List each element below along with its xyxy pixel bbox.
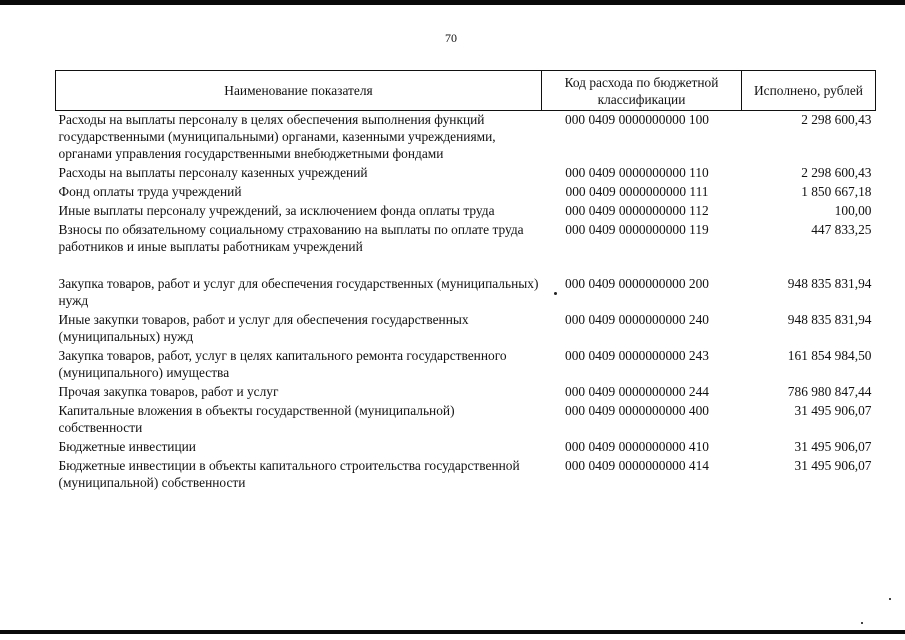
- row-code: 000 0409 0000000000 200: [565, 276, 709, 291]
- row-name: Расходы на выплаты персоналу в целях обеспечения выполнения функций государственными (муниципальными) органами, казенными учреждениями, органами управления государственными внебюджетными фондами: [58, 112, 496, 161]
- table-row: [56, 311, 876, 347]
- scan-dot-mark: [554, 292, 557, 295]
- row-code: 000 0409 0000000000 100: [565, 112, 709, 127]
- row-amount: 31 495 906,07: [794, 458, 872, 473]
- row-code: 000 0409 0000000000 400: [565, 403, 709, 418]
- row-amount: 2 298 600,43: [801, 112, 872, 127]
- row-amount: 948 835 831,94: [787, 276, 872, 291]
- table-row: [56, 402, 876, 438]
- table-row: [56, 221, 876, 275]
- row-name: Бюджетные инвестиции: [58, 439, 196, 454]
- budget-execution-table: [55, 70, 876, 493]
- row-amount: 2 298 600,43: [801, 165, 872, 180]
- row-name: Закупка товаров, работ и услуг для обеспечения государственных (муниципальных) нужд: [58, 276, 539, 308]
- row-name: Капитальные вложения в объекты государственной (муниципальной) собственности: [58, 403, 455, 435]
- scan-top-border: [0, 0, 905, 5]
- row-amount: 948 835 831,94: [787, 312, 872, 327]
- row-code: 000 0409 0000000000 119: [565, 222, 709, 237]
- row-name: Бюджетные инвестиции в объекты капитального строительства государственной (муниципальной) собственности: [58, 458, 520, 490]
- table-row: [56, 111, 876, 165]
- row-code: 000 0409 0000000000 243: [565, 348, 709, 363]
- row-code: 000 0409 0000000000 240: [565, 312, 709, 327]
- row-code: 000 0409 0000000000 414: [565, 458, 709, 473]
- row-name: Иные выплаты персоналу учреждений, за исключением фонда оплаты труда: [58, 203, 495, 218]
- row-amount: 447 833,25: [811, 222, 872, 237]
- row-amount: 786 980 847,44: [787, 384, 872, 399]
- header-budget-code: Код расхода по бюджетной классификации: [542, 71, 742, 111]
- row-code: 000 0409 0000000000 244: [565, 384, 709, 399]
- row-amount: 161 854 984,50: [787, 348, 872, 363]
- table-row: [56, 457, 876, 493]
- row-name: Прочая закупка товаров, работ и услуг: [58, 384, 279, 399]
- table-row: [56, 164, 876, 183]
- scan-speck: [889, 598, 891, 600]
- row-code: 000 0409 0000000000 112: [565, 203, 709, 218]
- row-name: Взносы по обязательному социальному страхованию на выплаты по оплате труда работников и иные выплаты работникам учреждений: [58, 222, 524, 254]
- table-row: [56, 275, 876, 311]
- row-code: 000 0409 0000000000 110: [565, 165, 709, 180]
- row-amount: 31 495 906,07: [794, 403, 872, 418]
- row-name: Иные закупки товаров, работ и услуг для обеспечения государственных (муниципальных) нужд: [58, 312, 469, 344]
- row-code: 000 0409 0000000000 410: [565, 439, 709, 454]
- scan-speck: [861, 622, 863, 624]
- table-header-row: [56, 71, 876, 111]
- header-executed-amount: Исполнено, рублей: [742, 71, 876, 111]
- row-amount: 1 850 667,18: [801, 184, 872, 199]
- row-name: Закупка товаров, работ, услуг в целях капитального ремонта государственного (муниципального) имущества: [58, 348, 507, 380]
- row-name: Фонд оплаты труда учреждений: [58, 184, 242, 199]
- table-row: [56, 438, 876, 457]
- table-row: [56, 202, 876, 221]
- table-row: [56, 183, 876, 202]
- row-code: 000 0409 0000000000 111: [565, 184, 709, 199]
- row-amount: 31 495 906,07: [794, 439, 872, 454]
- row-amount: 100,00: [834, 203, 872, 218]
- scan-bottom-border: [0, 630, 905, 634]
- page-number: 70: [445, 31, 457, 45]
- row-name: Расходы на выплаты персоналу казенных учреждений: [58, 165, 368, 180]
- header-indicator-name: Наименование показателя: [56, 71, 542, 111]
- table-row: [56, 383, 876, 402]
- table-row: [56, 347, 876, 383]
